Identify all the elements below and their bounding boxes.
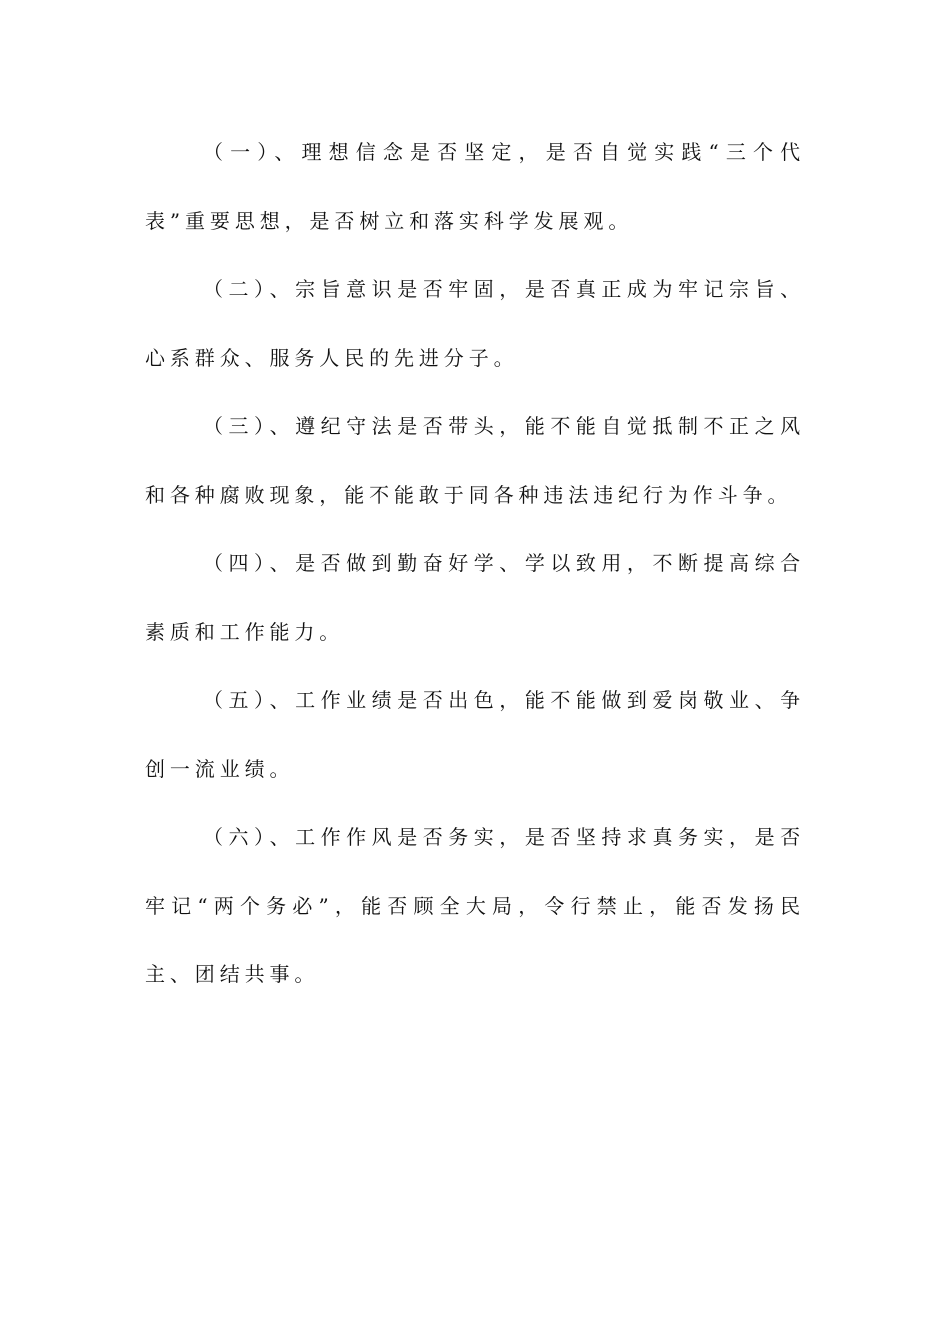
paragraph-3: （三）、遵纪守法是否带头，能不能自觉抵制不正之风和各种腐败现象，能不能敢于同各种违法违纪行为作斗争。 (145, 414, 805, 507)
paragraph-5: （五）、工作业绩是否出色，能不能做到爱岗敬业、争创一流业绩。 (145, 688, 805, 781)
document-body (145, 118, 805, 1009)
paragraph-2: （二）、宗旨意识是否牢固，是否真正成为牢记宗旨、心系群众、服务人民的先进分子。 (145, 277, 805, 370)
paragraph-4: （四）、是否做到勤奋好学、学以致用，不断提高综合素质和工作能力。 (145, 551, 805, 644)
paragraph-1: （一）、理想信念是否坚定，是否自觉实践“三个代表”重要思想，是否树立和落实科学发展观。 (145, 140, 805, 233)
paragraph-6: （六）、工作作风是否务实，是否坚持求真务实，是否牢记“两个务必”，能否顾全大局，令行禁止，能否发扬民主、团结共事。 (145, 825, 805, 986)
